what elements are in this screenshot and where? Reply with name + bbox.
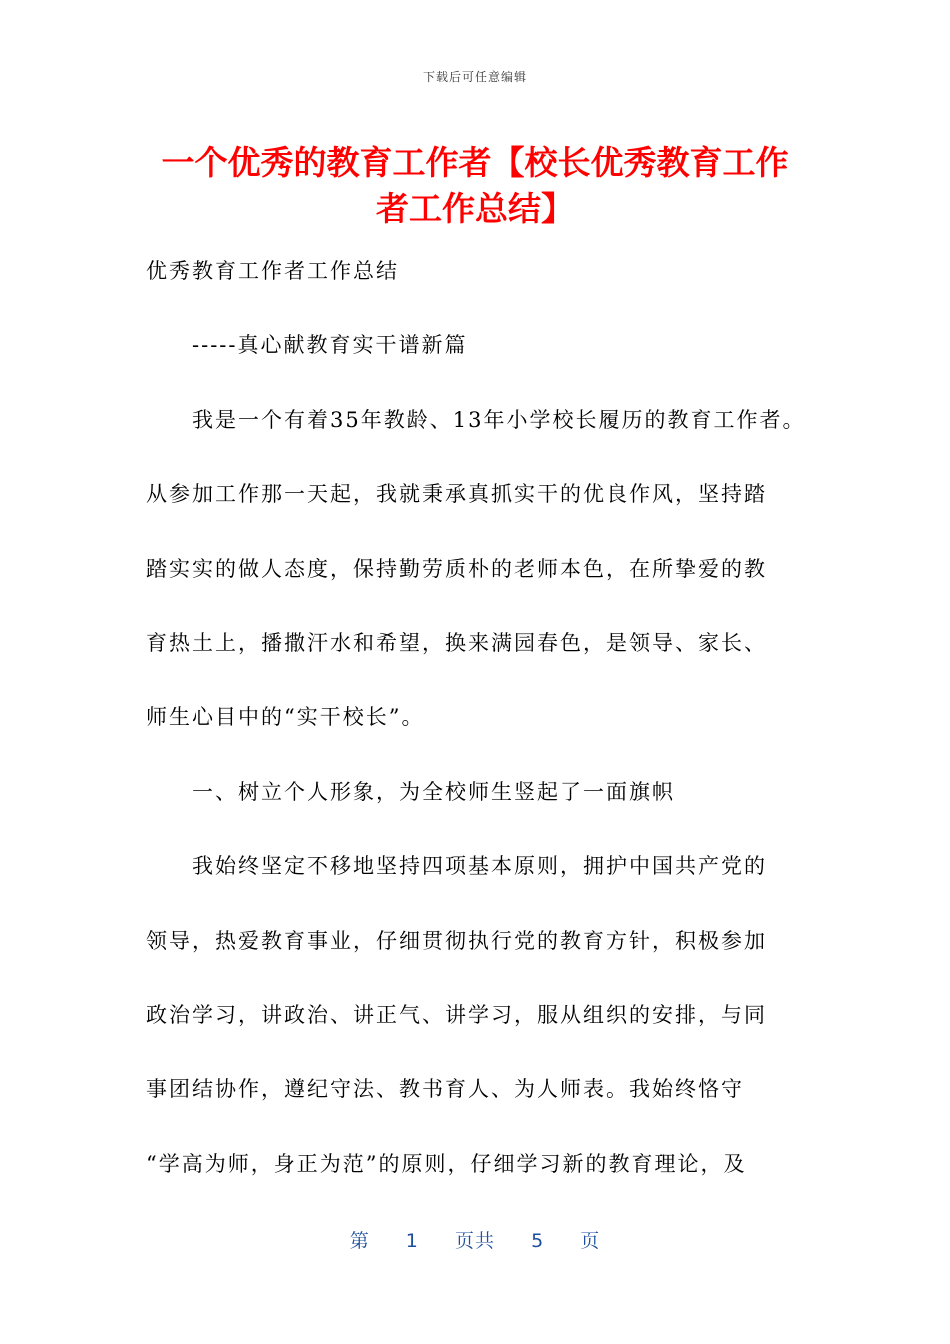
page-footer: [0, 1226, 950, 1253]
paragraph-line: 师生心目中的“实干校长”。: [146, 705, 425, 730]
section-heading: 一、树立个人形象，为全校师生竖起了一面旗帜: [192, 779, 675, 804]
paragraph-line: 从参加工作那一天起，我就秉承真抓实干的优良作风，坚持踏: [146, 482, 767, 507]
footer-suffix: 页: [580, 1230, 601, 1252]
paragraph-line: “学高为师，身正为范”的原则，仔细学习新的教育理论，及: [146, 1151, 747, 1176]
title-line-2: 者工作总结】: [376, 189, 574, 228]
document-title: [120, 140, 830, 232]
header-note: 下载后可任意编辑: [422, 70, 527, 84]
paragraph-line: 踏实实的做人态度，保持勤劳质朴的老师本色，在所挚爱的教: [146, 556, 767, 581]
paragraph-line: 我是一个有着35年教龄、13年小学校长履历的教育工作者。: [192, 407, 806, 432]
title-line-1: 一个优秀的教育工作者【校长优秀教育工作: [161, 143, 789, 182]
paragraph-line: 育热土上，播撒汗水和希望，换来满园春色，是领导、家长、: [146, 630, 767, 655]
subtitle-line: 优秀教育工作者工作总结: [146, 259, 399, 283]
body-text: [146, 252, 816, 1219]
paragraph-line: 领导，热爱教育事业，仔细贯彻执行党的教育方针，积极参加: [146, 928, 767, 953]
footer-prefix: 第: [349, 1230, 370, 1252]
footer-current-page: 1: [405, 1230, 419, 1252]
footer-total-pages: 5: [531, 1230, 545, 1252]
motto-line: -----真心献教育实干谱新篇: [192, 333, 468, 358]
paragraph-line: 政治学习，讲政治、讲正气、讲学习，服从组织的安排，与同: [146, 1002, 767, 1027]
paragraph-line: 我始终坚定不移地坚持四项基本原则，拥护中国共产党的: [192, 854, 767, 879]
paragraph-line: 事团结协作，遵纪守法、教书育人、为人师表。我始终恪守: [146, 1077, 744, 1102]
footer-middle: 页共: [454, 1230, 495, 1252]
